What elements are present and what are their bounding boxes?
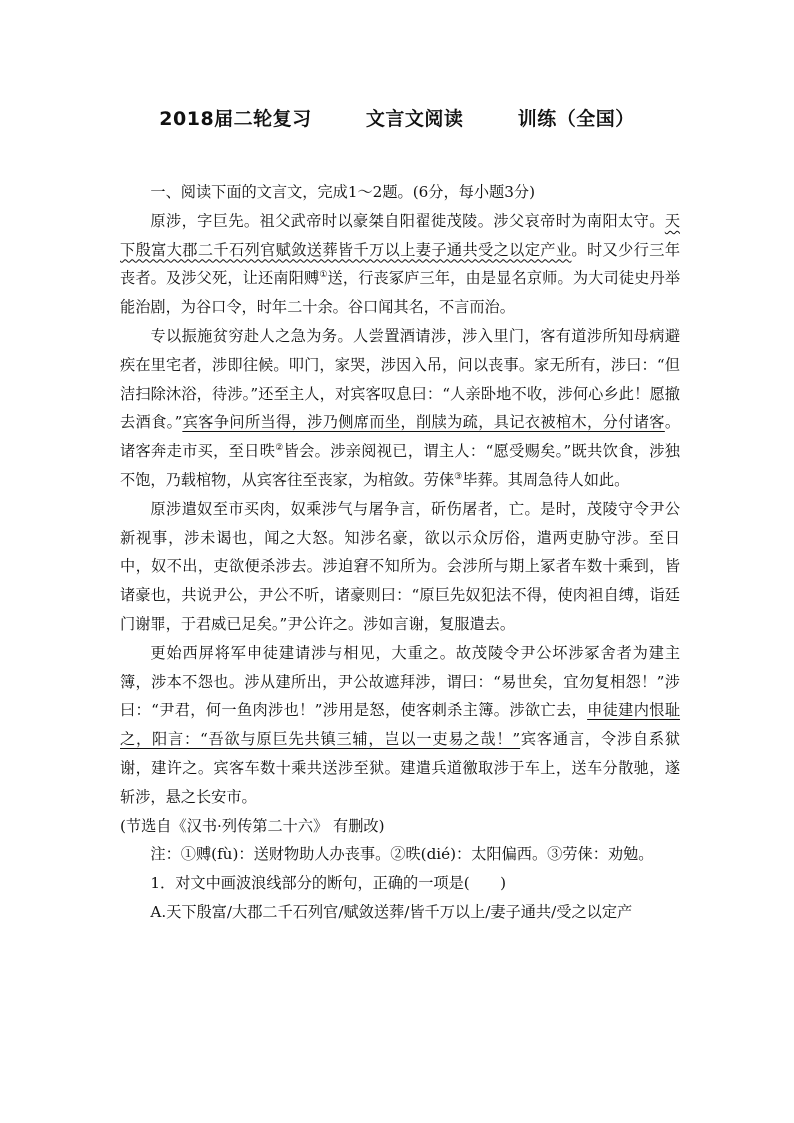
passage-paragraph-3: 原涉遣奴至市买肉，奴乘涉气与屠争言，斫伤屠者，亡。是时，茂陵守令尹公新视事，涉未谒也，闻之大怒。知涉名豪，欲以示众厉俗，遣两吏胁守涉。至日中，奴不出，吏欲便杀涉去。涉迫窘不知所为。会涉所与期上冢者车数十乘到，皆诸豪也，共说尹公，尹公不听，诸豪则曰：“原巨先奴犯法不得，使肉袒自缚，诣廷门谢罪，于君威已足矣。”尹公许之。涉如言谢，复服遣去。: [120, 499, 680, 633]
footnote-marker-1: ①: [319, 270, 328, 281]
document-body: [120, 178, 680, 927]
passage-paragraph-4: 更始西屏将军申徒建请涉与相见，大重之。故茂陵令尹公坏涉冢舍者为建主簿，涉本不怨也。涉从建所出，尹公故遮拜涉，谓曰：“易世矣，宜勿复相怨！”涉曰：“尹君，何一鱼肉涉也！”涉用是怒，使客刺杀主簿。涉欲亡去，申徒建内恨耻之，阳言：“吾欲与原巨先共镇三辅，岂以一吏易之哉！”宾客通言，令涉自系狱谢，建许之。宾客车数十乘共送涉至狱。建遣兵道徼取涉于车上，送车分散驰，遂斩涉，悬之长安市。: [120, 643, 681, 806]
passage-paragraph-2: 专以振施贫穷赴人之急为务。人尝置酒请涉，涉入里门，客有道涉所知母病避疾在里宅者，涉即往候。叩门，家哭，涉因入吊，问以丧事。家无所有，涉曰：“但洁扫除沐浴，待涉。”还至主人，对宾客叹息曰：“人亲卧地不收，涉何心乡此！愿撤去酒食。”宾客争问所当得，涉乃侧席而坐，削牍为疏，具记衣被棺木，分付诸客。诸客奔走市买，至日昳②皆会。涉亲阅视已，谓主人：“愿受赐矣。”既共饮食，涉独不饱，乃载棺物，从宾客往至丧家，为棺敛。劳俫③毕葬。其周急待人如此。: [120, 326, 680, 489]
footnote-marker-3: ③: [454, 471, 463, 482]
underlined-text-2: 申徒建内恨耻之，阳言：“吾欲与原巨先共镇三辅，岂以一吏易之哉！”: [120, 701, 681, 749]
underlined-text-1: 宾客争问所当得，涉乃侧席而坐，削牍为疏，具记衣被棺木，分付诸客: [182, 413, 665, 432]
footnotes: 注：①赙(fù)：送财物助人办丧事。②昳(dié)：太阳偏西。③劳俫：劝勉。: [150, 845, 654, 864]
title-part-3: 训练（全国）: [517, 108, 635, 130]
footnote-marker-2: ②: [275, 443, 284, 454]
question-1: 1．对文中画波浪线部分的断句，正确的一项是( ): [150, 874, 507, 893]
source-citation: (节选自《汉书·列传第二十六》 有删改): [120, 816, 385, 835]
document-title: [0, 104, 794, 131]
title-part-2: 文言文阅读: [365, 108, 464, 130]
question-intro: 一、阅读下面的文言文，完成1～2题。(6分，每小题3分): [150, 183, 536, 201]
passage-paragraph-1: 原涉，字巨先。祖父武帝时以豪桀自阳翟徙茂陵。涉父哀帝时为南阳太守。天下殷富大郡二千石列官赋敛送葬皆千万以上妻子通共受之以定产业。时又少行三年丧者。及涉父死，让还南阳赙①送，行丧冢庐三年，由是显名京师。为大司徒史丹举能治剧，为谷口令，时年二十余。谷口闻其名，不言而治。: [120, 211, 681, 317]
option-a: A.天下殷富/大郡二千石列官/赋敛送葬/皆千万以上/妻子通共/受之以定产: [150, 902, 633, 921]
wavy-underlined-text: 天下殷富大郡二千石列官赋敛送葬皆千万以上妻子通共受之以定产业: [120, 211, 680, 259]
title-part-1: 2018届二轮复习: [159, 108, 312, 130]
